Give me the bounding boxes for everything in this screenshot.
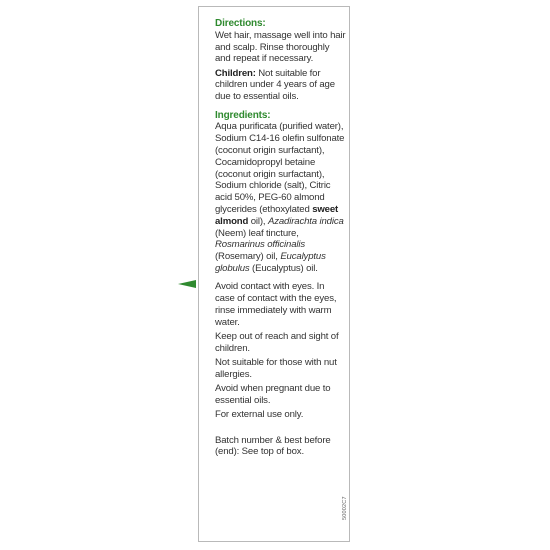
green-tab-marker (178, 280, 196, 288)
warning-nut-allergies: Not suitable for those with nut allergies. (215, 357, 337, 380)
directions-heading: Directions: (215, 18, 266, 29)
label-panel (198, 6, 350, 542)
children-label: Children: (215, 67, 256, 79)
ingredients-part-5: (Eucalyptus) oil. (249, 262, 318, 274)
ingredients-eucalyptus-latin: Eucalyptus globulus (215, 251, 326, 274)
children-warning (215, 68, 346, 103)
warning-children: Keep out of reach and sight of children. (215, 330, 339, 354)
children-text: Not suitable for children under 4 years of age due to essential oils. (215, 67, 335, 103)
ingredients-text (215, 121, 346, 274)
warning-eyes: Avoid contact with eyes. In case of contact with the eyes, rinse immediately with warm water. (215, 281, 337, 328)
ingredients-part-3: (Neem) leaf tincture, (215, 227, 299, 239)
warning-external-use: For external use only. (215, 409, 304, 421)
directions-text: Wet hair, massage well into hair and scalp. Rinse thoroughly and repeat if necessary. (215, 29, 346, 65)
ingredients-part-1: Aqua purificata (purified water), Sodium C14-16 olefin sulfonate (coconut origin surfactant), Cocamidopropyl betaine (coconut origin surfactant), Sodium chloride (salt), Citric acid 50%, PEG-60 almond glycerides (ethoxylated (215, 121, 345, 215)
ingredients-neem-latin: Azadirachta indica (267, 215, 344, 227)
product-code: 50002C7 (342, 496, 348, 520)
label-content (215, 18, 346, 461)
ingredients-heading: Ingredients: (215, 109, 271, 121)
ingredients-sweet-almond: sweet almond (215, 203, 339, 227)
warning-pregnancy: Avoid when pregnant due to essential oils. (215, 383, 331, 406)
ingredients-part-2: oil), (248, 215, 268, 227)
ingredients-part-4: (Rosemary) oil, (215, 251, 281, 263)
batch-info: Batch number & best before (end): See top of box. (215, 434, 331, 458)
ingredients-rosemary-latin: Rosmarinus officinalis (215, 239, 306, 251)
